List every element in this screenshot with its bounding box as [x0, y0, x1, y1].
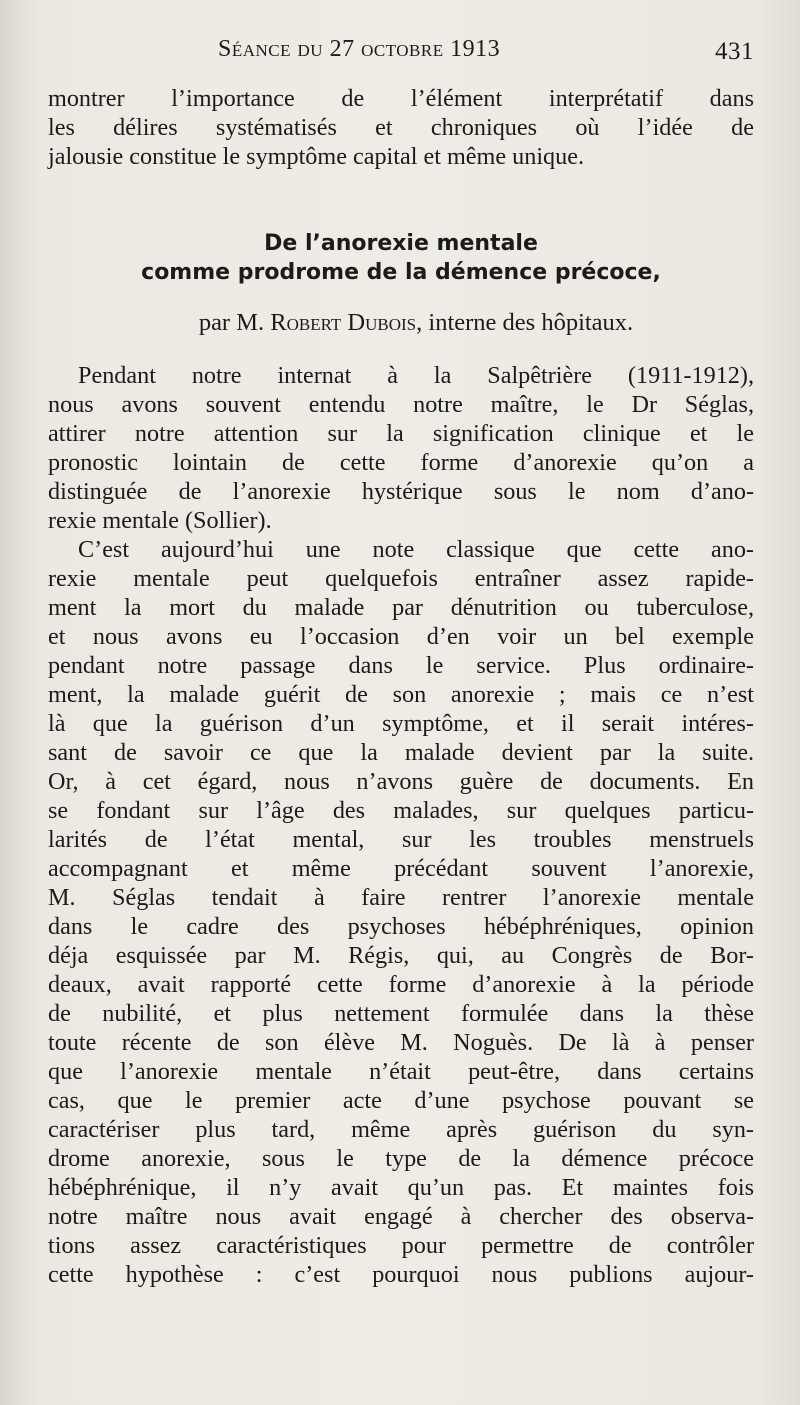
byline	[48, 309, 754, 337]
text-line: se fondant sur l’âge des malades, sur quelques particu-	[48, 797, 754, 824]
text-line: larités de l’état mental, sur les troubles menstruels	[48, 826, 754, 853]
text-line: là que la guérison d’un symptôme, et il serait intéres-	[48, 710, 754, 737]
text-line: ment, la malade guérit de son anorexie ; mais ce n’est	[48, 681, 754, 708]
text-line: montrer l’importance de l’élément interprétatif dans	[48, 85, 754, 112]
text-line: les délires systématisés et chroniques où l’idée de	[48, 114, 754, 141]
text-line: rexie mentale (Sollier).	[48, 507, 272, 534]
text-line: que l’anorexie mentale n’était peut-être, dans certains	[48, 1058, 754, 1085]
text-line: accompagnant et même précédant souvent l’anorexie,	[48, 855, 754, 882]
article-title-line-1: De l’anorexie mentale	[264, 231, 538, 256]
text-line: pendant notre passage dans le service. Plus ordinaire-	[48, 652, 754, 679]
article-title-line-2: comme prodrome de la démence précoce,	[141, 260, 661, 285]
paragraph-2	[48, 535, 754, 1289]
text-line: cas, que le premier acte d’une psychose pouvant se	[48, 1087, 754, 1114]
text-line: C’est aujourd’hui une note classique que cette ano-	[78, 536, 754, 563]
text-line: cette hypothèse : c’est pourquoi nous publions aujour-	[48, 1261, 754, 1288]
text-line: nous avons souvent entendu notre maître, le Dr Séglas,	[48, 391, 754, 418]
text-line: sant de savoir ce que la malade devient par la suite.	[48, 739, 754, 766]
article-title	[48, 229, 754, 287]
text-line: Or, à cet égard, nous n’avons guère de documents. En	[48, 768, 754, 795]
text-line: notre maître nous avait engagé à chercher des observa-	[48, 1203, 754, 1230]
page-number: 431	[715, 38, 754, 65]
text-line: toute récente de son élève M. Noguès. De là à penser	[48, 1029, 754, 1056]
text-line: distinguée de l’anorexie hystérique sous le nom d’ano-	[48, 478, 754, 505]
intro-text	[48, 84, 754, 171]
text-line: ment la mort du malade par dénutrition ou tuberculose,	[48, 594, 754, 621]
text-line: rexie mentale peut quelquefois entraîner assez rapide-	[48, 565, 754, 592]
text-line: pronostic lointain de cette forme d’anorexie qu’on a	[48, 449, 754, 476]
text-line: tions assez caractéristiques pour permettre de contrôler	[48, 1232, 754, 1259]
text-line: jalousie constitue le symptôme capital et même unique.	[48, 143, 585, 170]
text-line: de nubilité, et plus nettement formulée dans la thèse	[48, 1000, 754, 1027]
text-line: hébéphrénique, il n’y avait qu’un pas. Et maintes fois	[48, 1174, 754, 1201]
text-line: Pendant notre internat à la Salpêtrière (1911-1912),	[78, 362, 754, 389]
text-line: M. Séglas tendait à faire rentrer l’anorexie mentale	[48, 884, 754, 911]
text-line: dans le cadre des psychoses hébéphréniques, opinion	[48, 913, 754, 940]
author-name: Robert Dubois	[270, 309, 417, 336]
byline-suffix: , interne des hôpitaux.	[416, 309, 634, 336]
byline-prefix: par M.	[198, 309, 265, 336]
text-line: drome anorexie, sous le type de la démence précoce	[48, 1145, 754, 1172]
text-line: caractériser plus tard, même après guérison du syn-	[48, 1116, 754, 1143]
text-line: et nous avons eu l’occasion d’en voir un bel exemple	[48, 623, 754, 650]
running-title: Séance du 27 octobre 1913	[218, 36, 501, 62]
text-line: attirer notre attention sur la signification clinique et le	[48, 420, 754, 447]
running-head	[48, 36, 754, 84]
text-line: deaux, avait rapporté cette forme d’anorexie à la période	[48, 971, 754, 998]
paragraph-1	[48, 361, 754, 535]
text-line: déja esquissée par M. Régis, qui, au Congrès de Bor-	[48, 942, 754, 969]
